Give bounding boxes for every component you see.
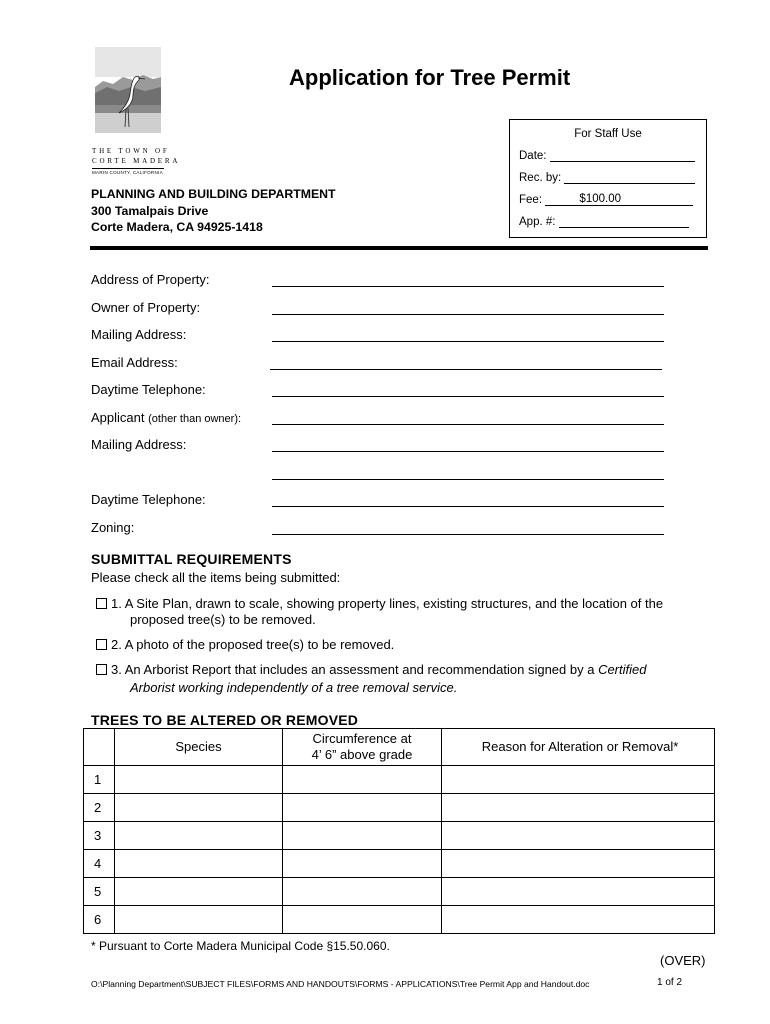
email-label: Email Address: xyxy=(91,355,178,370)
circumference-cell[interactable] xyxy=(283,906,442,934)
circumference-cell[interactable] xyxy=(283,878,442,906)
staff-fee-row xyxy=(519,193,693,206)
row-number: 5 xyxy=(84,878,115,906)
species-cell[interactable] xyxy=(115,878,283,906)
species-cell[interactable] xyxy=(115,822,283,850)
row-number: 2 xyxy=(84,794,115,822)
arborist-text-line2: Arborist working independently of a tree removal service. xyxy=(130,680,458,695)
logo-text-town-name: CORTE MADERA xyxy=(92,157,181,165)
trees-table-header xyxy=(84,729,715,766)
row-number: 6 xyxy=(84,906,115,934)
species-cell[interactable] xyxy=(115,794,283,822)
circumference-column-header xyxy=(283,729,442,766)
row-number: 1 xyxy=(84,766,115,794)
arborist-text-italic: Certified xyxy=(598,662,647,677)
address-label: Address of Property: xyxy=(91,272,210,287)
applicant-label-note: (other than owner): xyxy=(148,413,242,425)
department-city: Corte Madera, CA 94925-1418 xyxy=(91,220,263,234)
circumference-cell[interactable] xyxy=(283,822,442,850)
staff-date-label: Date: xyxy=(519,150,547,162)
department-address xyxy=(91,186,336,236)
applicant-field[interactable] xyxy=(272,424,664,425)
header-divider xyxy=(90,246,708,250)
page-number: 1 of 2 xyxy=(657,977,683,988)
mailing-address-field[interactable] xyxy=(272,341,664,342)
staff-date-row xyxy=(519,149,695,162)
reason-cell[interactable] xyxy=(442,766,715,794)
staff-app-field[interactable] xyxy=(559,215,689,228)
applicant-label-text: Applicant xyxy=(91,410,145,425)
table-row xyxy=(84,766,715,794)
trees-table xyxy=(83,728,715,934)
file-path: O:\Planning Department\SUBJECT FILES\FORMS AND HANDOUTS\FORMS - APPLICATIONS\Tree Permit App and Handout.doc xyxy=(91,979,590,989)
page-title: Application for Tree Permit xyxy=(289,65,571,90)
staff-app-label: App. #: xyxy=(519,216,556,228)
logo-divider xyxy=(92,168,164,169)
owner-label: Owner of Property: xyxy=(91,300,201,315)
site-plan-checkbox[interactable] xyxy=(96,598,107,609)
photo-text: 2. A photo of the proposed tree(s) to be removed. xyxy=(111,637,395,652)
telephone-field[interactable] xyxy=(272,396,664,397)
footnote: * Pursuant to Corte Madera Municipal Code §15.50.060. xyxy=(91,939,390,953)
staff-use-box xyxy=(509,119,707,238)
submittal-item-site-plan xyxy=(96,596,663,611)
row-number: 3 xyxy=(84,822,115,850)
logo-text-town-of: THE TOWN OF xyxy=(92,147,170,155)
circumference-cell[interactable] xyxy=(283,850,442,878)
applicant-label xyxy=(91,410,241,425)
species-cell[interactable] xyxy=(115,906,283,934)
reason-column-header: Reason for Alteration or Removal* xyxy=(442,729,715,766)
species-cell[interactable] xyxy=(115,850,283,878)
address-field[interactable] xyxy=(272,286,664,287)
reason-cell[interactable] xyxy=(442,822,715,850)
submittal-item-photo xyxy=(96,637,394,652)
circumference-header-line2: 4’ 6” above grade xyxy=(311,747,413,762)
submittal-item-arborist xyxy=(96,662,646,677)
reason-cell[interactable] xyxy=(442,850,715,878)
site-plan-text: 1. A Site Plan, drawn to scale, showing property lines, existing structures, and the location of the xyxy=(111,596,664,611)
staff-fee-field[interactable] xyxy=(545,193,693,206)
species-column-header: Species xyxy=(115,729,283,766)
staff-fee-label: Fee: xyxy=(519,194,543,206)
staff-date-field[interactable] xyxy=(550,149,695,162)
site-plan-text-line2: proposed tree(s) to be removed. xyxy=(130,612,316,627)
circumference-header-line1: Circumference at xyxy=(312,731,412,746)
department-street: 300 Tamalpais Drive xyxy=(91,203,209,218)
reason-cell[interactable] xyxy=(442,794,715,822)
table-row xyxy=(84,850,715,878)
circumference-cell[interactable] xyxy=(283,766,442,794)
telephone-label: Daytime Telephone: xyxy=(91,382,206,397)
staff-use-heading: For Staff Use xyxy=(574,128,642,140)
owner-field[interactable] xyxy=(272,314,664,315)
reason-cell[interactable] xyxy=(442,906,715,934)
applicant-telephone-label: Daytime Telephone: xyxy=(91,492,206,507)
trees-heading: TREES TO BE ALTERED OR REMOVED xyxy=(91,712,359,728)
submittal-heading: SUBMITTAL REQUIREMENTS xyxy=(91,551,292,567)
table-row xyxy=(84,906,715,934)
logo-text-county: MARIN COUNTY, CALIFORNIA xyxy=(92,170,163,175)
staff-app-row xyxy=(519,215,689,228)
department-name: PLANNING AND BUILDING DEPARTMENT xyxy=(91,187,336,201)
town-logo xyxy=(92,47,181,182)
arborist-checkbox[interactable] xyxy=(96,664,107,675)
circumference-cell[interactable] xyxy=(283,794,442,822)
applicant-telephone-field[interactable] xyxy=(272,506,664,507)
staff-rec-field[interactable] xyxy=(564,171,695,184)
row-number: 4 xyxy=(84,850,115,878)
zoning-label: Zoning: xyxy=(91,520,135,535)
staff-fee-value: $100.00 xyxy=(579,193,621,205)
reason-cell[interactable] xyxy=(442,878,715,906)
applicant-mailing-field[interactable] xyxy=(272,451,664,452)
applicant-mailing-field-line2[interactable] xyxy=(272,479,664,480)
mailing-address-label: Mailing Address: xyxy=(91,327,187,342)
table-row xyxy=(84,878,715,906)
table-row xyxy=(84,822,715,850)
zoning-field[interactable] xyxy=(272,534,664,535)
submittal-intro: Please check all the items being submitted: xyxy=(91,570,341,585)
table-row xyxy=(84,794,715,822)
photo-checkbox[interactable] xyxy=(96,639,107,650)
applicant-mailing-label: Mailing Address: xyxy=(91,437,187,452)
staff-rec-label: Rec. by: xyxy=(519,172,562,184)
heron-logo-image xyxy=(95,47,161,133)
arborist-text: 3. An Arborist Report that includes an assessment and recommendation signed by a xyxy=(111,662,599,677)
staff-rec-row xyxy=(519,171,695,184)
email-field[interactable] xyxy=(270,369,662,370)
species-cell[interactable] xyxy=(115,766,283,794)
over-indicator: (OVER) xyxy=(660,953,706,968)
number-column-header xyxy=(84,729,115,766)
